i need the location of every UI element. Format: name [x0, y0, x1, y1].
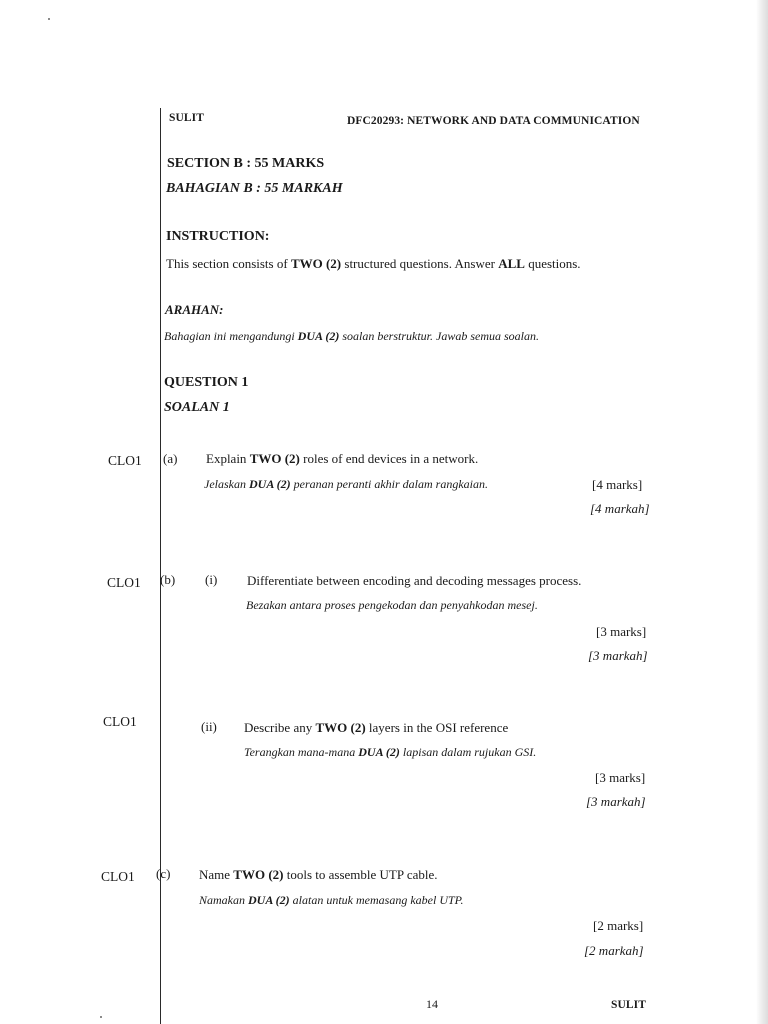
part-a-markah: [4 markah] [590, 501, 650, 516]
margin-rule [160, 108, 161, 1024]
instruction-text-malay [164, 329, 539, 344]
part-b-ii-question [244, 720, 508, 736]
emphasis-text: DUA (2) [358, 745, 400, 759]
part-b-i-question-malay [246, 598, 538, 613]
text-run: Describe any [244, 720, 316, 735]
part-a-label: (a) [163, 451, 178, 466]
emphasis-text: TWO (2) [233, 867, 284, 882]
emphasis-text: TWO (2) [290, 256, 342, 271]
instruction-label: INSTRUCTION: [166, 229, 270, 244]
part-c-markah: [2 markah] [584, 943, 644, 958]
text-run: Jelaskan [204, 477, 249, 491]
text-run: Bezakan antara proses pengekodan dan penyahkodan mesej. [246, 598, 538, 612]
emphasis-text: TWO (2) [315, 720, 366, 735]
text-run: Differentiate between encoding and decoding messages process. [247, 573, 582, 588]
text-run: roles of end devices in a network. [299, 451, 479, 466]
text-run: structured questions. Answer [341, 256, 499, 271]
part-b-ii-marks: [3 marks] [595, 770, 646, 785]
text-run: layers in the OSI reference [365, 720, 509, 735]
header-sulit: SULIT [169, 112, 205, 124]
section-title: SECTION B : 55 MARKS [167, 156, 325, 171]
page-edge-shadow [756, 0, 768, 1024]
part-a-question-malay [204, 477, 488, 492]
emphasis-text: DUA (2) [248, 477, 291, 491]
part-a-question [206, 451, 478, 467]
part-b-ii-question-malay [244, 745, 536, 760]
text-run: Bahagian ini mengandungi [164, 329, 298, 343]
question-title-malay: SOALAN 1 [164, 400, 230, 415]
text-run: questions. [524, 256, 581, 271]
part-a-marks: [4 marks] [592, 477, 643, 492]
emphasis-text: DUA (2) [248, 893, 290, 907]
clo-label: CLO1 [103, 714, 137, 729]
clo-label: CLO1 [107, 575, 141, 590]
part-c-question-malay [199, 893, 463, 908]
part-b-label: (b) [160, 572, 176, 587]
part-b-i-label: (i) [205, 572, 218, 587]
emphasis-text: DUA (2) [297, 329, 340, 343]
page-number: 14 [426, 997, 438, 1011]
text-run: Name [199, 867, 234, 882]
text-run: Terangkan mana-mana [244, 745, 359, 759]
part-b-i-marks: [3 marks] [596, 624, 647, 639]
clo-label: CLO1 [101, 869, 135, 884]
emphasis-text: ALL [498, 256, 525, 271]
footer-sulit: SULIT [611, 999, 647, 1011]
instruction-text [166, 256, 581, 272]
text-run: soalan berstruktur. Jawab semua soalan. [339, 329, 540, 343]
text-run: Explain [206, 451, 250, 466]
part-c-question [199, 867, 438, 883]
part-c-marks: [2 marks] [593, 918, 644, 933]
clo-label: CLO1 [108, 453, 142, 468]
text-run: lapisan dalam rujukan GSI. [399, 745, 537, 759]
text-run: tools to assemble UTP cable. [283, 867, 438, 882]
part-c-label: (c) [156, 866, 171, 881]
text-run: peranan peranti akhir dalam rangkaian. [290, 477, 488, 491]
part-b-ii-markah: [3 markah] [586, 794, 646, 809]
text-run: Namakan [199, 893, 248, 907]
text-run: alatan untuk memasang kabel UTP. [289, 893, 464, 907]
scan-speck [48, 18, 50, 20]
text-run: This section consists of [166, 256, 291, 271]
part-b-i-markah: [3 markah] [588, 648, 648, 663]
emphasis-text: TWO (2) [249, 451, 300, 466]
part-b-ii-label: (ii) [201, 719, 217, 734]
scan-speck [100, 1016, 102, 1018]
question-title: QUESTION 1 [164, 375, 249, 390]
section-title-malay: BAHAGIAN B : 55 MARKAH [166, 181, 343, 196]
instruction-label-malay: ARAHAN: [165, 302, 224, 317]
part-b-i-question [247, 573, 581, 589]
header-course-title: DFC20293: NETWORK AND DATA COMMUNICATION [347, 115, 640, 127]
